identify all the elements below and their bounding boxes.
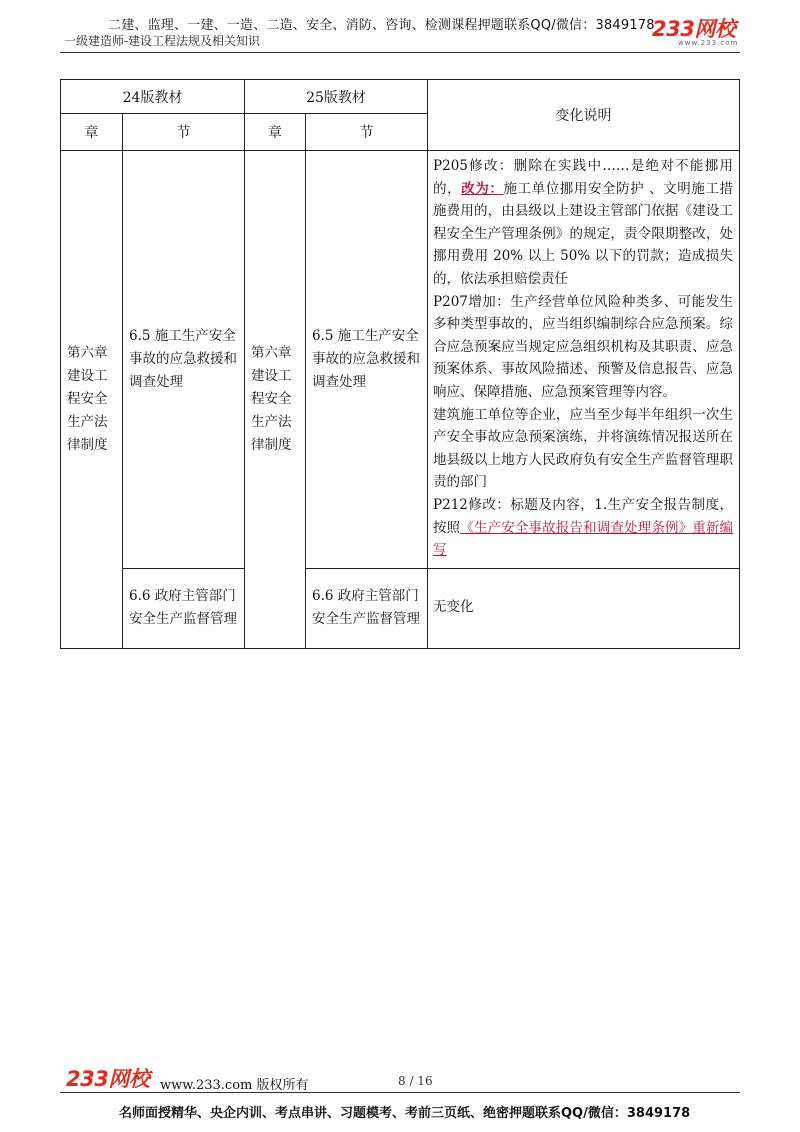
header-chapter-24: 章 [61,114,123,151]
footer-copyright: www.233.com 版权所有 [160,1078,309,1093]
header-chapter-25: 章 [245,114,306,151]
change-note-p205: P205修改：删除在实践中……是绝对不能挪用的，改为：施工单位挪用安全防护 、文明施工措施费用的，由县级以上建设主管部门依据《建设工程安全生产管理条例》的规定，责令限期整改，处挪用费用 20% 以上 50% 以下的罚款；造成损失的，依法承担赔偿责任 [433,158,734,287]
brand-logo-url: www.233.com [678,39,739,47]
table-row [61,151,740,569]
header-section-25: 节 [306,114,428,151]
table-row [61,568,740,648]
footer-slogan: 名师面授精华、央企内训、考点串讲、习题模考、考前三页纸、绝密押题联系QQ/微信：3849178 [119,1106,691,1121]
highlight-regulation-title: 《生产安全事故报告和调查处理条例》重新编写 [433,519,734,559]
footer-divider [60,1092,740,1093]
header-divider [60,52,740,53]
brand-logo-text: 233网校 [652,17,736,41]
header-contact-line: 二建、监理、一建、一造、二造、安全、消防、咨询、检测课程押题联系QQ/微信：3849178 [108,18,655,33]
change-description-cell [428,151,740,569]
change-description-cell: 无变化 [428,568,740,648]
chapter-25-cell: 第六章建设工程安全生产法律制度 [245,151,306,649]
header-change-notes: 变化说明 [428,80,740,151]
highlight-changed-to: 改为： [461,180,504,197]
change-note-drill: 建筑施工单位等企业，应当至少每半年组织一次生产安全事故应急预案演练，并将演练情况报送所在地县级以上地方人民政府负有安全生产监督管理职责的部门 [433,406,734,491]
section-24-cell: 6.5 施工生产安全事故的应急救援和调查处理 [123,151,245,569]
footer-logo: 233网校 [66,1067,150,1091]
brand-logo [652,17,739,47]
section-25-cell: 6.5 施工生产安全事故的应急救援和调查处理 [306,151,428,569]
change-note-p207: P207增加：生产经营单位风险种类多、可能发生多种类型事故的，应当组织编制综合应急预案。综合应急预案应当规定应急组织机构及其职责、应急预案体系、事故风险描述、预警及信息报告、应急响应、保障措施、应急预案管理等内容。 [433,293,734,400]
section-25-cell: 6.6 政府主管部门安全生产监督管理 [306,568,428,648]
header-25-edition: 25版教材 [245,80,428,114]
chapter-24-cell: 第六章建设工程安全生产法律制度 [61,151,123,649]
section-24-cell: 6.6 政府主管部门安全生产监督管理 [123,568,245,648]
textbook-comparison-table [60,79,740,649]
table-header-row [61,80,740,114]
header-section-24: 节 [123,114,245,151]
document-subject: 一级建造师-建设工程法规及相关知识 [64,34,261,48]
change-note-p212: P212修改：标题及内容，1.生产安全报告制度，按照《生产安全事故报告和调查处理条例》重新编写 [433,496,734,559]
page-number: 8 / 16 [398,1074,433,1088]
header-24-edition: 24版教材 [61,80,245,114]
